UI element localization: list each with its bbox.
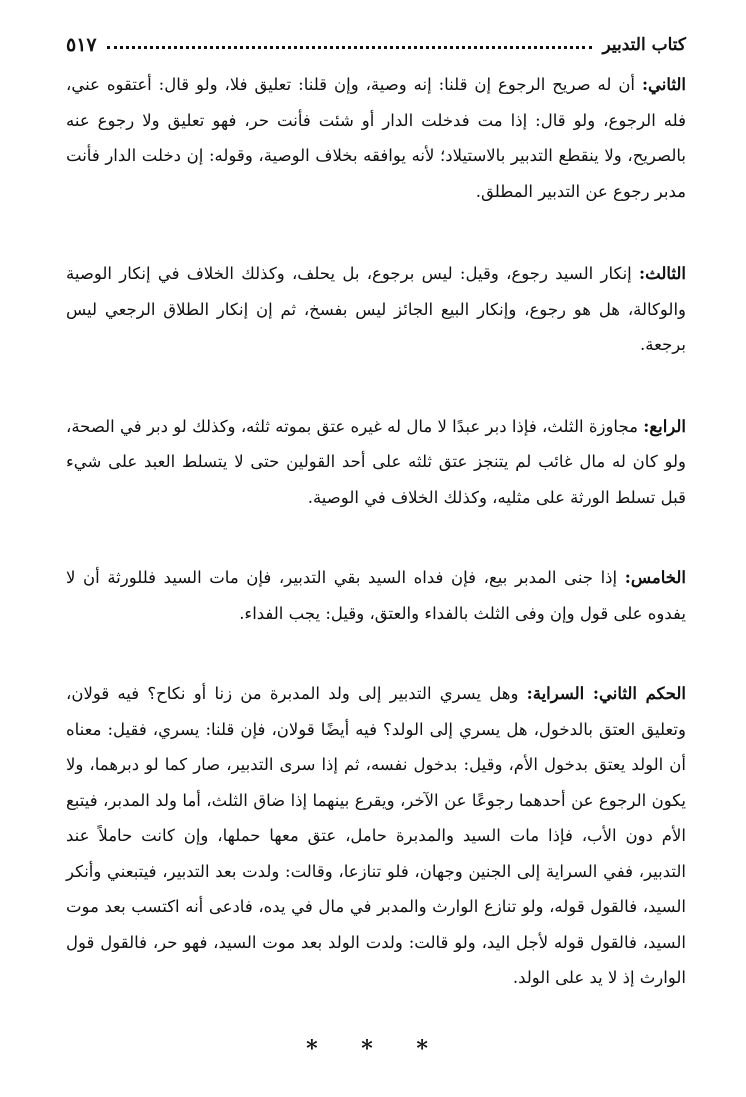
paragraph-fifth: [66, 560, 686, 631]
paragraph-fourth: [66, 409, 686, 516]
section-lead-fourth: الرابع:: [643, 416, 686, 436]
page-number: ٥١٧: [66, 34, 97, 56]
book-page: [66, 28, 686, 1062]
section-end-ornament: * * *: [306, 1035, 446, 1062]
running-header: [66, 28, 686, 62]
paragraph-ruling-two: [66, 676, 686, 996]
paragraph-body: مجاوزة الثلث، فإذا دبر عبدًا لا مال له غيره عتق بموته ثلثه، وكذلك لو دبر في الصحة، ولو كان له مال غائب لم يتنجز عتق ثلثه على أحد القولين حتى لا يتسلط العبد على شيء قبل تسلط الورثة على مثليه، وكذلك الخلاف في الوصية.: [66, 416, 686, 507]
chapter-title: كتاب التدبير: [602, 35, 686, 55]
section-lead-fifth: الخامس:: [624, 568, 686, 587]
paragraph-second: [66, 67, 686, 209]
paragraph-body: وهل يسري التدبير إلى ولد المدبرة من زنا أو نكاح؟ فيه قولان، وتعليق العتق بالدخول، هل يسري إلى الولد؟ فيه أيضًا قولان، فإن قلنا: يسري، فقيل: معناه أن الولد يعتق بدخول الأم، وقيل: بدخول نفسه، ثم إذا سرى التدبير، صار كما لو دبرهما، ولا يكون الرجوع عن أحدهما رجوعًا عن الآخر، ويقرع بينهما إذا ضاق الثلث، أما ولد المدبر، فيتبع الأم دون الأب، فإذا مات السيد والمدبرة حامل، عتق معها حملها، وإن كانت حاملاً عند التدبير، ففي السراية إلى الجنين وجهان، فلو تنازعا، وقالت: ولدت بعد التدبير، فيتبعني وأنكر السيد، فالقول قوله، ولو تنازع الوارث والمدبر في مال في يده، فادعى أنه اكتسب بعد موت السيد، فالقول قوله لأجل اليد، ولو قالت: ولدت الولد بعد موت السيد، فهو حر، فالقول قول الوارث إذ لا يد على الولد.: [66, 684, 686, 987]
dot-leader: [107, 46, 593, 49]
paragraph-body: إنكار السيد رجوع، وقيل: ليس برجوع، بل يحلف، وكذلك الخلاف في إنكار الوصية والوكالة، هل هو رجوع، وإنكار البيع الجائز ليس بفسخ، ثم إن إنكار الطلاق الرجعي ليس برجعة.: [66, 264, 686, 354]
section-lead-second: الثاني:: [641, 75, 686, 94]
paragraph-third: [66, 256, 686, 363]
paragraph-body: أن له صريح الرجوع إن قلنا: إنه وصية، وإن قلنا: تعليق فلا، ولو قال: أعتقوه عني، فله الرجوع، ولو قال: إذا مت فدخلت الدار أو شئت فأنت حر، فهو تعليق ولا رجوع عنه بالصريح، ولا ينقطع التدبير بالاستيلاد؛ لأنه يوافقه بخلاف الوصية، وقوله: إن دخلت الدار فأنت مدبر رجوع عن التدبير المطلق.: [66, 75, 686, 201]
section-lead-third: الثالث:: [639, 264, 686, 283]
paragraph-body: إذا جنى المدبر بيع، فإن فداه السيد بقي التدبير، فإن مات السيد فللورثة أن لا يفدوه على قول وإن وفى الثلث بالفداء والعتق، وقيل: يجب الفداء.: [66, 568, 686, 623]
section-lead-ruling-two: الحكم الثاني: السراية:: [526, 684, 686, 703]
